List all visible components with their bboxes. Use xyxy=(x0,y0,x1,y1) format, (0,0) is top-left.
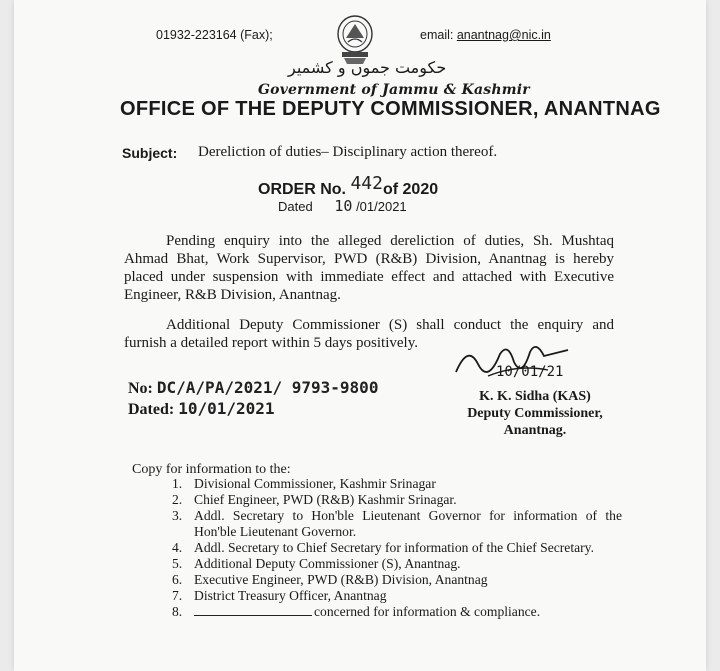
list-item-text: Executive Engineer, PWD (R&B) Division, Anantnag xyxy=(194,572,488,587)
list-item-text: Additional Deputy Commissioner (S), Anantnag. xyxy=(194,556,461,571)
reference-no-label: No: xyxy=(128,380,153,397)
list-item-number: 7. xyxy=(172,588,183,603)
reference-date xyxy=(128,399,275,419)
reference-no-handwritten: DC/A/PA/2021/ 9793-9800 xyxy=(156,378,379,397)
copy-list xyxy=(172,476,622,620)
order-suffix: of 2020 xyxy=(382,181,439,198)
list-item-number: 1. xyxy=(172,476,183,491)
subject-label: Subject: xyxy=(122,145,178,161)
order-number-handwritten: 442 xyxy=(350,173,383,194)
signatory-name: K. K. Sidha (KAS) xyxy=(479,389,591,404)
reference-number xyxy=(128,378,378,398)
order-dated-day: 10 xyxy=(334,197,353,215)
email-address: anantnag@nic.in xyxy=(456,28,551,42)
urdu-title: حکومت جموں و کشمیر xyxy=(288,58,447,77)
reference-dated-handwritten: 10/01/2021 xyxy=(178,399,275,418)
signatory-block xyxy=(460,388,610,439)
subject-text: Dereliction of duties– Disciplinary action thereof. xyxy=(198,144,498,160)
list-item-text-tail: concerned for information & compliance. xyxy=(314,604,541,619)
list-item xyxy=(172,508,622,540)
list-item-number: 8. xyxy=(172,604,183,619)
list-item-text: Addl. Secretary to Chief Secretary for information of the Chief Secretary. xyxy=(194,540,594,555)
reference-dated-label: Dated: xyxy=(128,401,175,418)
order-prefix: ORDER No. xyxy=(258,181,346,198)
list-item xyxy=(172,588,622,604)
list-item xyxy=(172,540,622,556)
fax-number: 01932-223164 (Fax); xyxy=(156,28,273,42)
list-item-text: Chief Engineer, PWD (R&B) Kashmir Srinagar. xyxy=(194,492,457,507)
list-item xyxy=(172,492,622,508)
list-item xyxy=(172,476,622,492)
order-dated-rest: /01/2021 xyxy=(356,199,407,214)
order-dated-label: Dated xyxy=(278,199,313,214)
order-date xyxy=(278,197,407,215)
list-item xyxy=(172,604,622,620)
email-label: email: xyxy=(420,28,454,42)
list-item xyxy=(172,572,622,588)
list-item xyxy=(172,556,622,572)
signatory-place: Anantnag. xyxy=(503,423,567,438)
signatory-designation: Deputy Commissioner, xyxy=(467,406,603,421)
order-number xyxy=(258,173,439,199)
list-item-text xyxy=(194,604,622,620)
list-item-text: Divisional Commissioner, Kashmir Srinagar xyxy=(194,476,436,491)
list-item-number: 5. xyxy=(172,556,183,571)
list-item-text: Addl. Secretary to Hon'ble Lieutenant Governor for information of the Hon'ble Lieutenant Governor. xyxy=(194,508,622,539)
email-line xyxy=(420,28,551,42)
office-title: OFFICE OF THE DEPUTY COMMISSIONER, ANANTNAG xyxy=(120,98,661,120)
blank-line xyxy=(194,605,312,616)
list-item-number: 4. xyxy=(172,540,183,555)
list-item-number: 6. xyxy=(172,572,183,587)
signature-date: 10/01/21 xyxy=(496,364,564,380)
body-paragraph-2: Additional Deputy Commissioner (S) shall conduct the enquiry and furnish a detailed report within 5 days positively. xyxy=(124,317,614,351)
list-item-number: 3. xyxy=(172,508,183,523)
list-item-number: 2. xyxy=(172,492,183,507)
list-item-text: District Treasury Officer, Anantnag xyxy=(194,588,387,603)
copy-header: Copy for information to the: xyxy=(132,462,291,477)
body-paragraph-1: Pending enquiry into the alleged dereliction of duties, Sh. Mushtaq Ahmad Bhat, Work Supervisor, PWD (R&B) Division, Anantnag is hereby placed under suspension with immediate effect and attached with Executive Engineer, R&B Division, Anantnag. xyxy=(124,233,614,303)
government-title: Government of Jammu & Kashmir xyxy=(258,82,530,98)
